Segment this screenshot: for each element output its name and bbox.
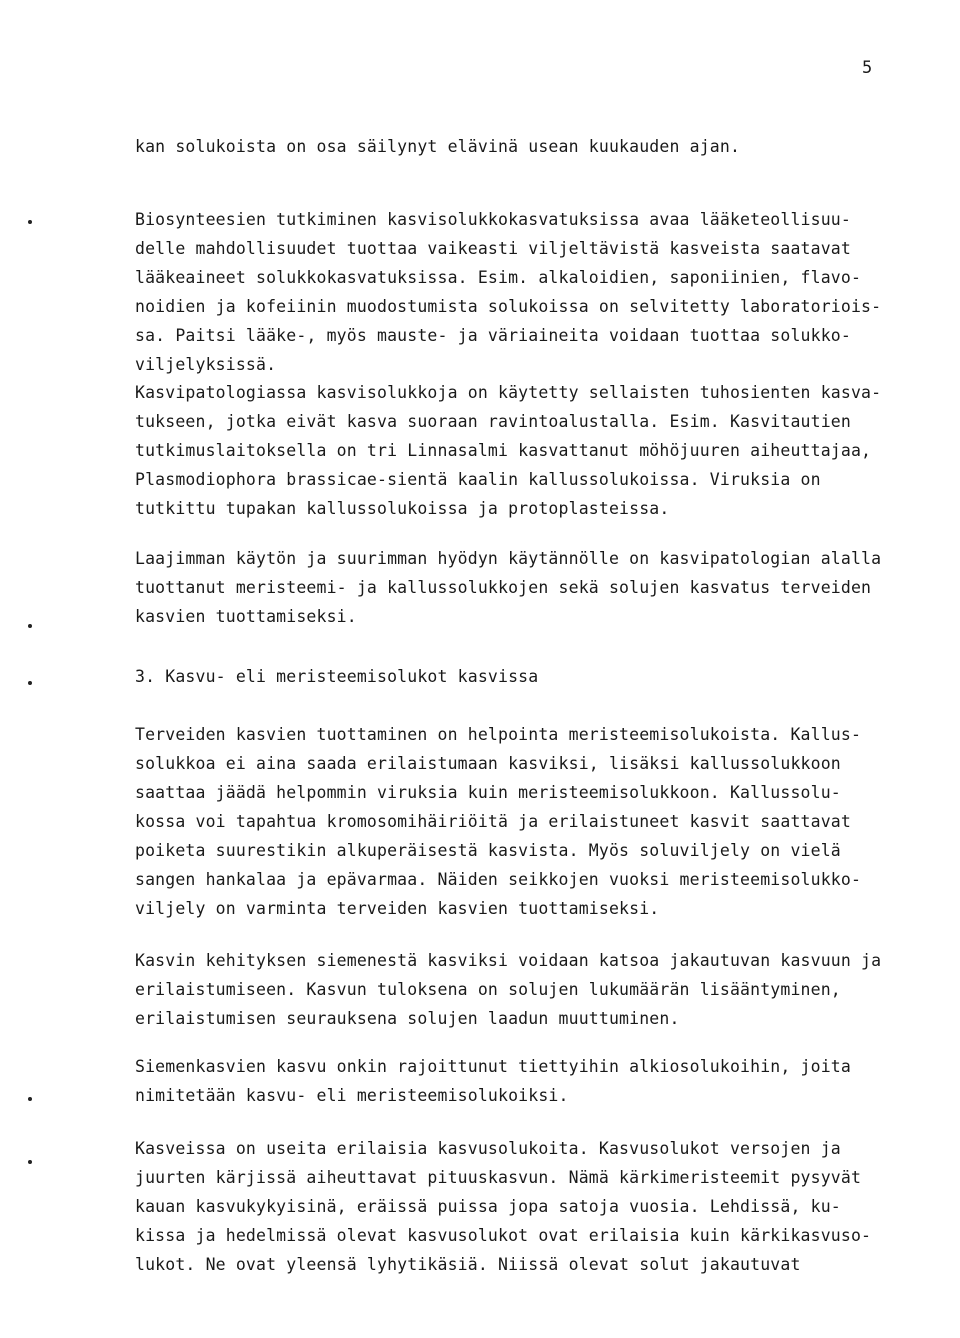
text-line: tutkittu tupakan kallussolukoissa ja protoplasteissa.: [135, 499, 670, 518]
text-line: lääkeaineet solukkokasvatuksissa. Esim. alkaloidien, saponiinien, flavo-: [135, 268, 862, 287]
text-line: tuottanut meristeemi- ja kallussolukkojen sekä solujen kasvatus terveiden: [135, 578, 872, 597]
margin-mark: [28, 220, 32, 224]
text-line: viljely on varminta terveiden kasvien tuottamiseksi.: [135, 899, 660, 918]
margin-mark: [28, 1097, 32, 1101]
text-line: solukkoa ei aina saada erilaistumaan kasviksi, lisäksi kallussolukkoon: [135, 754, 841, 773]
text-line: nimitetään kasvu- eli meristeemisolukoiksi.: [135, 1086, 569, 1105]
text-line: sangen hankalaa ja epävarmaa. Näiden seikkojen vuoksi meristeemisolukko-: [135, 870, 862, 889]
text-line: Laajimman käytön ja suurimman hyödyn käytännölle on kasvipatologian alalla: [135, 549, 882, 568]
text-line: kauan kasvukykyisinä, eräissä puissa jopa satoja vuosia. Lehdissä, ku-: [135, 1197, 841, 1216]
paragraph-2: [135, 205, 895, 379]
paragraph-5: [135, 720, 895, 923]
section-heading: [135, 662, 895, 691]
text-line: sa. Paitsi lääke-, myös mauste- ja väriaineita voidaan tuottaa solukko-: [135, 326, 851, 345]
margin-mark: [28, 1160, 32, 1164]
text-line: kan solukoista on osa säilynyt elävinä usean kuukauden ajan.: [135, 137, 741, 156]
text-line: noidien ja kofeiinin muodostumista solukoissa on selvitetty laboratoriois-: [135, 297, 882, 316]
paragraph-8: [135, 1134, 895, 1279]
text-line: erilaistumisen seurauksena solujen laadun muuttuminen.: [135, 1009, 680, 1028]
text-line: erilaistumiseen. Kasvun tuloksena on solujen lukumäärän lisääntyminen,: [135, 980, 841, 999]
text-line: Siemenkasvien kasvu onkin rajoittunut tiettyihin alkiosolukoihin, joita: [135, 1057, 851, 1076]
text-line: kissa ja hedelmissä olevat kasvusolukot ovat erilaisia kuin kärkikasvuso-: [135, 1226, 872, 1245]
margin-mark: [28, 681, 32, 685]
paragraph-3: [135, 378, 895, 523]
text-line: poiketa suurestikin alkuperäisestä kasvista. Myös soluviljely on vielä: [135, 841, 841, 860]
text-line: tukseen, jotka eivät kasva suoraan ravintoalustalla. Esim. Kasvitautien: [135, 412, 851, 431]
text-line: kasvien tuottamiseksi.: [135, 607, 357, 626]
text-line: Terveiden kasvien tuottaminen on helpointa meristeemisolukoista. Kallus-: [135, 725, 862, 744]
text-line: Biosynteesien tutkiminen kasvisolukkokasvatuksissa avaa lääketeollisuu-: [135, 210, 851, 229]
text-line: 3. Kasvu- eli meristeemisolukot kasvissa: [135, 667, 539, 686]
paragraph-6: [135, 946, 895, 1033]
text-line: juurten kärjissä aiheuttavat pituuskasvun. Nämä kärkimeristeemit pysyvät: [135, 1168, 862, 1187]
text-line: tutkimuslaitoksella on tri Linnasalmi kasvattanut möhöjuuren aiheuttajaa,: [135, 441, 872, 460]
paragraph-7: [135, 1052, 895, 1110]
text-line: saattaa jäädä helpommin viruksia kuin meristeemisolukkoon. Kallussolu-: [135, 783, 841, 802]
margin-mark: [28, 624, 32, 628]
text-line: Kasvin kehityksen siemenestä kasviksi voidaan katsoa jakautuvan kasvuun ja: [135, 951, 882, 970]
text-line: Kasveissa on useita erilaisia kasvusolukoita. Kasvusolukot versojen ja: [135, 1139, 841, 1158]
text-line: Plasmodiophora brassicae-sientä kaalin kallussolukoissa. Viruksia on: [135, 470, 821, 489]
paragraph-1: [135, 132, 895, 161]
text-line: Kasvipatologiassa kasvisolukkoja on käytetty sellaisten tuhosienten kasva-: [135, 383, 882, 402]
text-line: delle mahdollisuudet tuottaa vaikeasti viljeltävistä kasveista saatavat: [135, 239, 851, 258]
text-line: lukot. Ne ovat yleensä lyhytikäsiä. Niissä olevat solut jakautuvat: [135, 1255, 801, 1274]
text-line: kossa voi tapahtua kromosomihäiriöitä ja erilaistuneet kasvit saattavat: [135, 812, 851, 831]
text-line: viljelyksissä.: [135, 355, 277, 374]
paragraph-4: [135, 544, 895, 631]
page-number: 5: [862, 58, 873, 78]
